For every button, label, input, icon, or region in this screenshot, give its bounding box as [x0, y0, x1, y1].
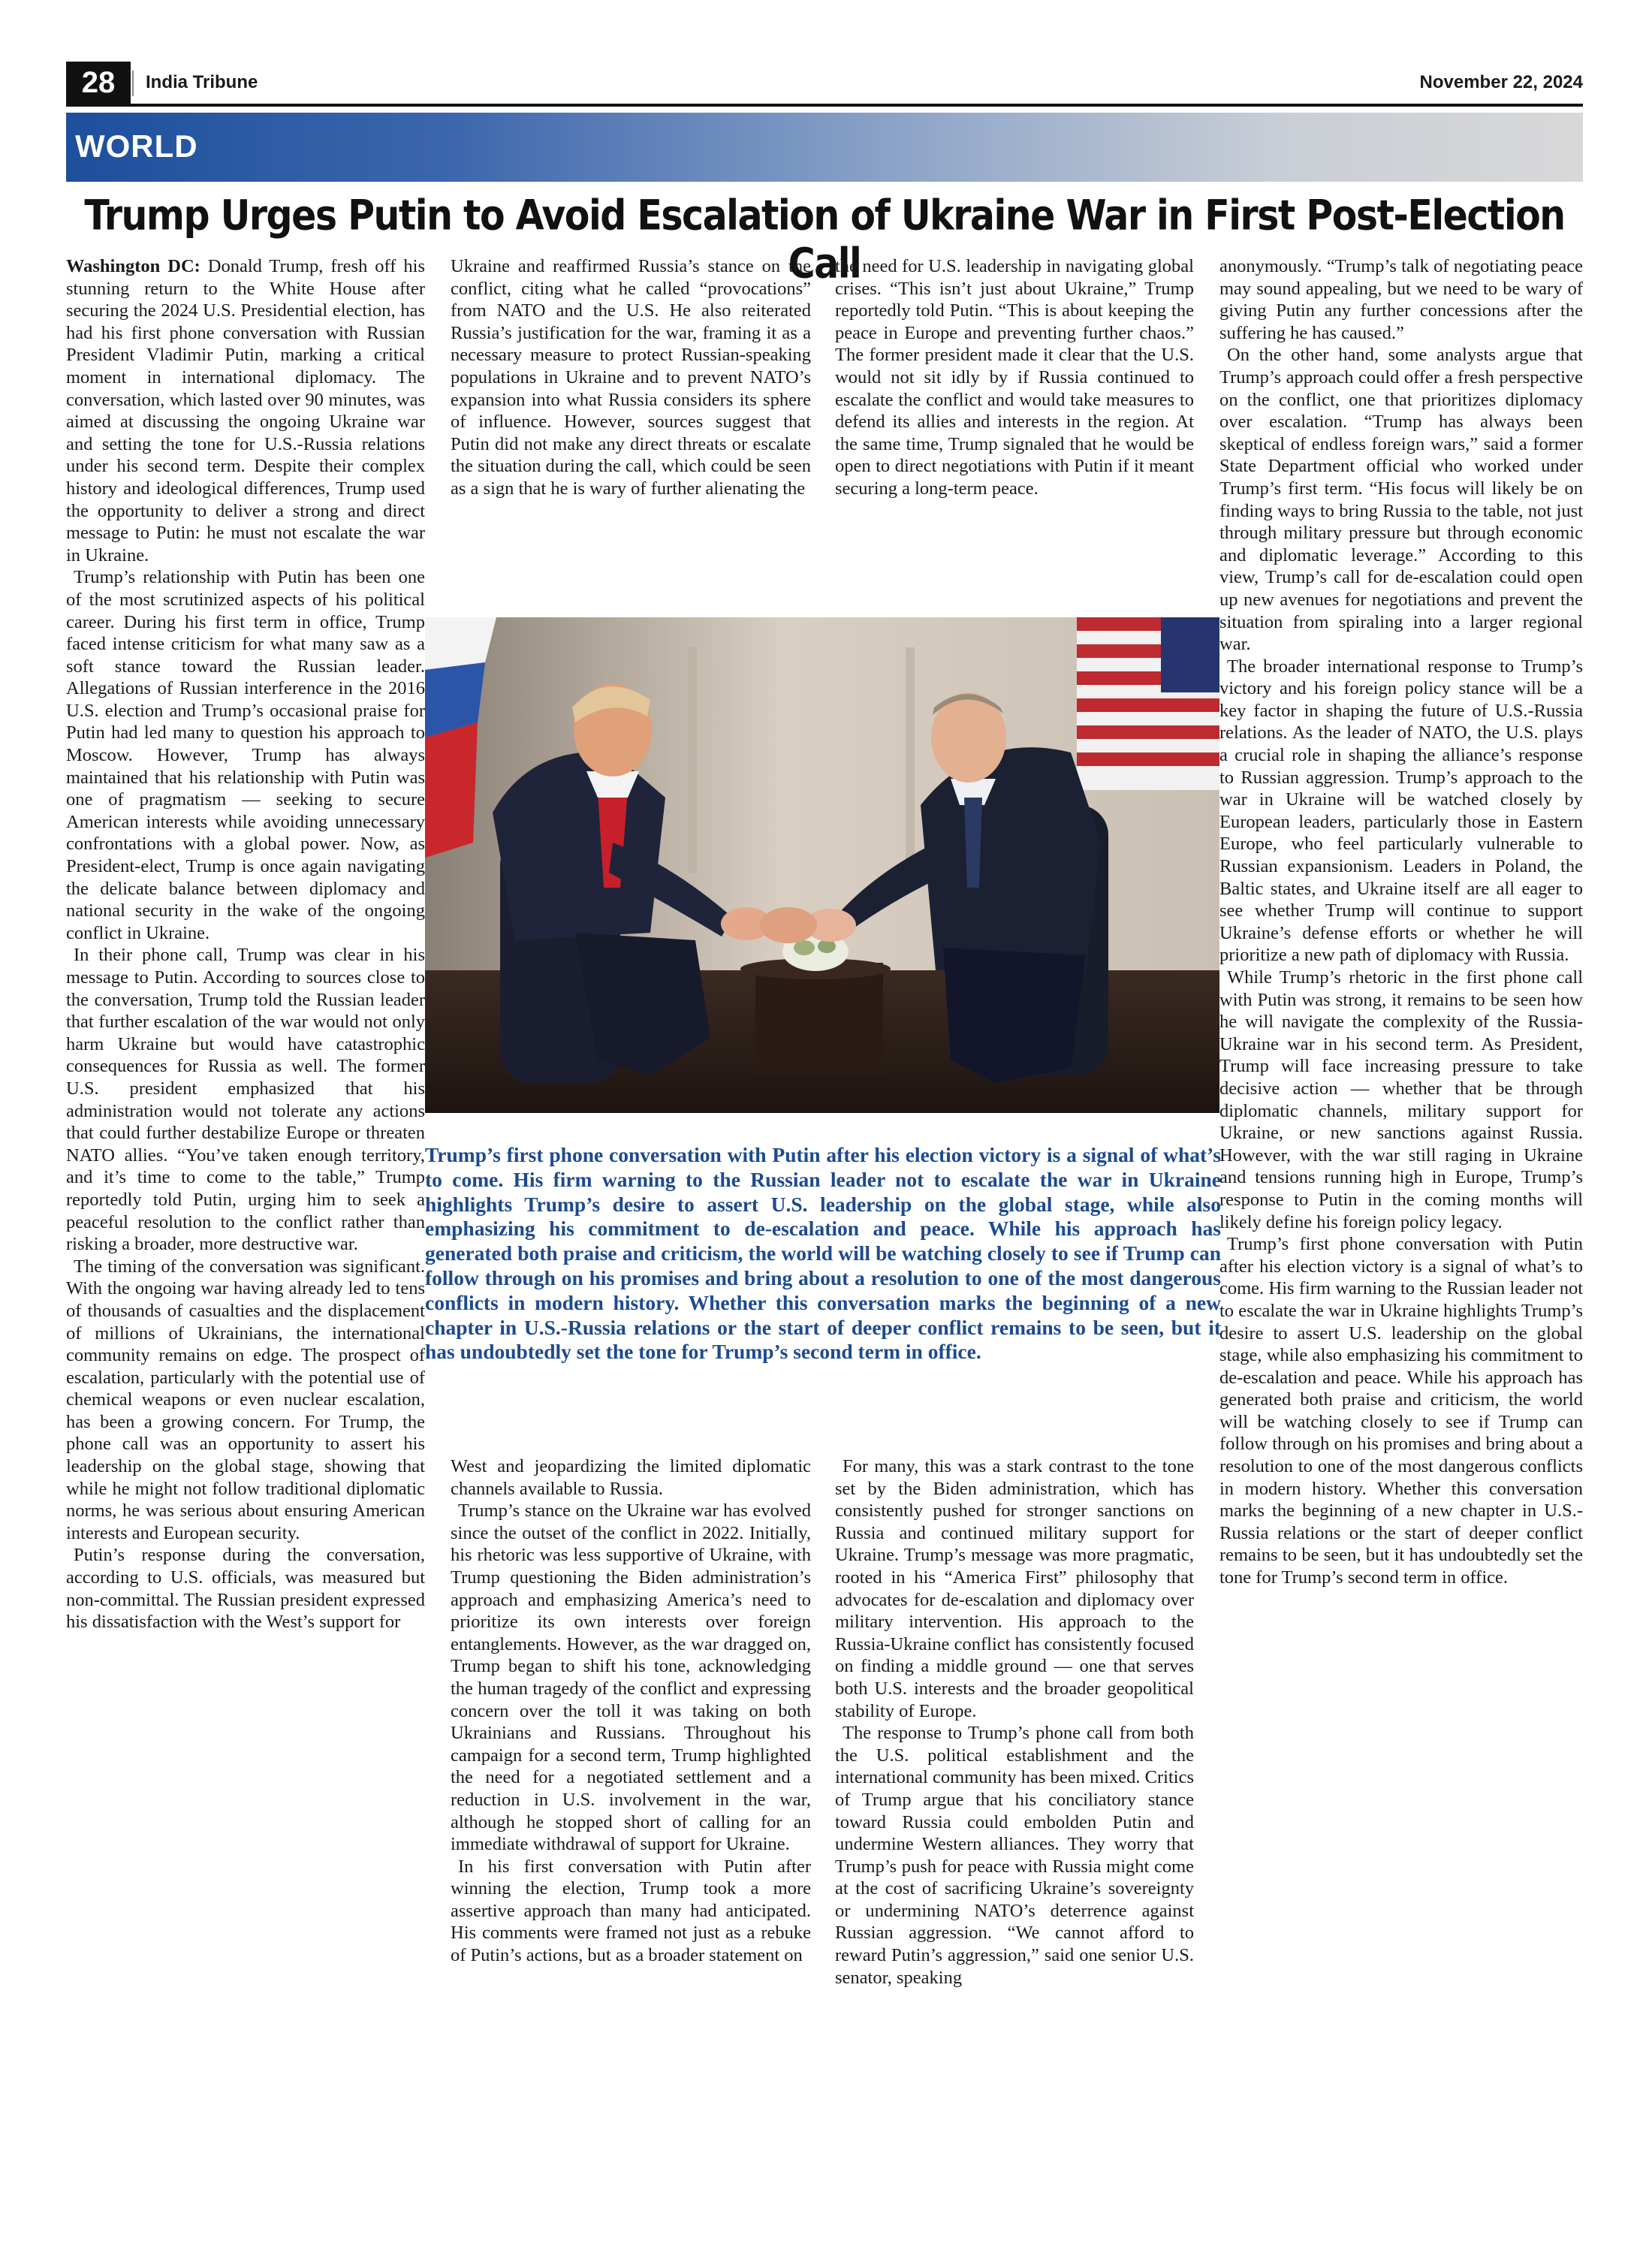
lead-text: Donald Trump, fresh off his stunning return to the White House after securing the 2024 U.S. Presidential election, has had his first phone conversation with Russian President Vladimir Putin, marking a critical moment in international diplomacy. The conversation, which lasted over 90 minutes, was aimed at discussing the ongoing Ukraine war and setting the tone for U.S.-Russia relations under his second term. Despite their complex history and ideological differences, Trump used the opportunity to deliver a strong and direct message to Putin: he must not escalate the war in Ukraine.: [66, 256, 425, 566]
article-paragraph: Trump’s first phone conversation with Putin after his election victory is a signal of what’s to come. His firm warning to the Russian leader not to escalate the war in Ukraine highlights Trump’s desire to assert U.S. leadership on the global stage, while also emphasizing his commitment to de-escalation and peace. While his approach has generated both praise and criticism, the world will be watching closely to see if Trump can follow through on his promises and bring about a resolution to one of the most dangerous conflicts in modern history. Whether this conversation marks the beginning of a new chapter in U.S.-Russia relations or the start of deeper conflict remains to be seen, but it has undoubtedly set the tone for Trump’s second term in office.: [1219, 1234, 1583, 1588]
header-rule: [66, 104, 1583, 107]
dateline: Washington DC:: [66, 256, 200, 276]
article-paragraph: Putin’s response during the conversation, according to U.S. officials, was measured but non-committal. The Russian president expressed his dissatisfaction with the West’s support for: [66, 1545, 425, 1633]
article-paragraph: Trump’s stance on the Ukraine war has evolved since the outset of the conflict in 2022. Initially, his rhetoric was less supportive of Ukraine, with Trump questioning the Biden administration’s approach and emphasizing America’s need to prioritize its own interests over foreign entanglements. However, as the war dragged on, Trump began to shift his tone, acknowledging the human tragedy of the conflict and expressing concern over the toll it was taking on both Ukrainians and Russians. Throughout his campaign for a second term, Trump highlighted the need for a negotiated settlement and a reduction in U.S. involvement in the war, although he stopped short of calling for an immediate withdrawal of support for Ukraine.: [451, 1500, 811, 1855]
article-column-4: [1219, 255, 1583, 1589]
article-paragraph: While Trump’s rhetoric in the first phone call with Putin was strong, it remains to be seen how he will navigate the complexity of the Russia-Ukraine war in his second term. As President, Trump will face increasing pressure to take decisive action — whether that be through diplomatic channels, military support for Ukraine, or new sanctions against Russia. However, with the war still raging in Ukraine and tensions running high in Europe, Trump’s response to Putin in the coming months will likely define his foreign policy legacy.: [1219, 967, 1583, 1232]
article-photo: [425, 617, 1219, 1113]
article-column-2-top: [451, 255, 811, 500]
article-paragraph: [66, 255, 425, 566]
article-paragraph: the need for U.S. leadership in navigating global crises. “This isn’t just about Ukraine,” Trump reportedly told Putin. “This is about keeping the peace in Europe and preventing further chaos.” The former president made it clear that the U.S. would not sit idly by if Russia continued to escalate the conflict and would take measures to defend its allies and interests in the region. At the same time, Trump signaled that he would be open to direct negotiations with Putin if it meant securing a long-term peace.: [835, 256, 1194, 499]
handshake-photo: [425, 617, 1219, 1113]
article-paragraph: West and jeopardizing the limited diplomatic channels available to Russia.: [451, 1456, 811, 1499]
article-paragraph: The timing of the conversation was significant. With the ongoing war having already led to tens of thousands of casualties and the displacement of millions of Ukrainians, the international community remains on edge. The prospect of escalation, particularly with the potential use of chemical weapons or even nuclear escalation, has been a growing concern. For Trump, the phone call was an opportunity to assert his leadership on the global stage, showing that while he might not follow traditional diplomatic norms, he was serious about ensuring American interests and European security.: [66, 1256, 425, 1543]
article-paragraph: anonymously. “Trump’s talk of negotiating peace may sound appealing, but we need to be wary of giving Putin any further concessions after the suffering he has caused.”: [1219, 256, 1583, 343]
article-paragraph: In their phone call, Trump was clear in his message to Putin. According to sources close to the conversation, Trump told the Russian leader that further escalation of the war would not only harm Ukraine but would have catastrophic consequences for Russia as well. The former U.S. president emphasized that his administration would not tolerate any actions that could further destabilize Europe or threaten NATO allies. “You’ve taken enough territory, and it’s time to come to the table,” Trump reportedly told Putin, urging him to seek a peaceful resolution to the conflict rather than risking a broader, more destructive war.: [66, 945, 425, 1255]
article-paragraph: On the other hand, some analysts argue that Trump’s approach could offer a fresh perspective on the conflict, one that prioritizes diplomacy over escalation. “Trump has always been skeptical of endless foreign wars,” said a former State Department official who worked under Trump’s first term. “His focus will likely be on finding ways to bring Russia to the table, not just through military pressure but through economic and diplomatic leverage.” According to this view, Trump’s call for de-escalation could open up new avenues for negotiations and prevent the situation from spiraling into a larger regional war.: [1219, 345, 1583, 655]
handshake: [721, 907, 856, 943]
section-label: WORLD: [75, 128, 198, 164]
publication-name: India Tribune: [146, 72, 258, 92]
us-flag: [1077, 617, 1219, 790]
page-number: 28: [66, 62, 131, 104]
article-paragraph: Trump’s relationship with Putin has been one of the most scrutinized aspects of his political career. During his first term in office, Trump faced intense criticism for what many saw as a soft stance toward the Russian leader. Allegations of Russian interference in the 2016 U.S. election and Trump’s occasional praise for Putin had led many to question his approach to Moscow. However, Trump has always maintained that his relationship with Putin was one of pragmatism — seeking to secure American interests while avoiding unnecessary confrontations with a global power. Now, as President-elect, Trump is once again navigating the delicate balance between diplomacy and national security in the wake of the ongoing conflict in Ukraine.: [66, 567, 425, 943]
article-column-3-bottom: [835, 1455, 1194, 1989]
article-headline: Trump Urges Putin to Avoid Escalation of Ukraine War in First Post-Election Call: [84, 192, 1565, 288]
section-band: [66, 113, 1583, 182]
article-column-2-bottom: [451, 1455, 811, 1967]
article-paragraph: For many, this was a stark contrast to the tone set by the Biden administration, which has consistently pushed for stronger sanctions on Russia and continued military support for Ukraine. Trump’s message was more pragmatic, rooted in his “America First” philosophy that advocates for de-escalation and diplomacy over military intervention. His approach to the Russia-Ukraine conflict has consistently focused on finding a middle ground — one that serves both U.S. interests and the broader geopolitical stability of Europe.: [835, 1456, 1194, 1721]
article-paragraph: The broader international response to Trump’s victory and his foreign policy stance will be a key factor in shaping the future of U.S.-Russia relations. As the leader of NATO, the U.S. plays a crucial role in shaping the alliance’s response to Russian aggression. Trump’s approach to the war in Ukraine will be watched closely by European leaders, particularly those in Eastern Europe, who feel particularly vulnerable to Russian expansionism. Leaders in Poland, the Baltic states, and Ukraine itself are all eager to see whether Trump will continue to support Ukraine’s defense efforts or whether he will prioritize a new path of diplomacy with Russia.: [1219, 656, 1583, 966]
article-paragraph: Ukraine and reaffirmed Russia’s stance on the conflict, citing what he called “provocations” from NATO and the U.S. He also reiterated Russia’s justification for the war, framing it as a necessary measure to protect Russian-speaking populations in Ukraine and to prevent NATO’s expansion into what Russia considers its sphere of influence. However, sources suggest that Putin did not make any direct threats or escalate the situation during the call, which could be seen as a sign that he is wary of further alienating the: [451, 256, 811, 499]
article-column-1: [66, 255, 425, 1633]
photo-caption: Trump’s first phone conversation with Putin after his election victory is a signal of what’s to come. His firm warning to the Russian leader not to escalate the war in Ukraine highlights Trump’s desire to assert U.S. leadership on the global stage, while also emphasizing his commitment to de-escalation and peace. While his approach has generated both praise and criticism, the world will be watching closely to see if Trump can follow through on his promises and bring about a resolution to one of the most dangerous conflicts in modern history. Whether this conversation marks the beginning of a new chapter in U.S.-Russia relations or the start of deeper conflict remains to be seen, but it has undoubtedly set the tone for Trump’s second term in office.: [425, 1143, 1221, 1364]
article-paragraph: In his first conversation with Putin after winning the election, Trump took a more assertive approach than many had anticipated. His comments were framed not just as a rebuke of Putin’s actions, but as a broader statement on: [451, 1856, 811, 1966]
article-paragraph: The response to Trump’s phone call from both the U.S. political establishment and the international community has been mixed. Critics of Trump argue that his conciliatory stance toward Russia could embolden Putin and undermine Western alliances. They worry that Trump’s push for peace with Russia might come at the cost of sacrificing Ukraine’s sovereignty or undermining NATO’s deterrence against Russian aggression. “We cannot afford to reward Putin’s aggression,” said one senior U.S. senator, speaking: [835, 1723, 1194, 1988]
issue-date: November 22, 2024: [1419, 72, 1583, 92]
article-column-3-top: [835, 255, 1194, 500]
header-divider: [132, 71, 134, 96]
